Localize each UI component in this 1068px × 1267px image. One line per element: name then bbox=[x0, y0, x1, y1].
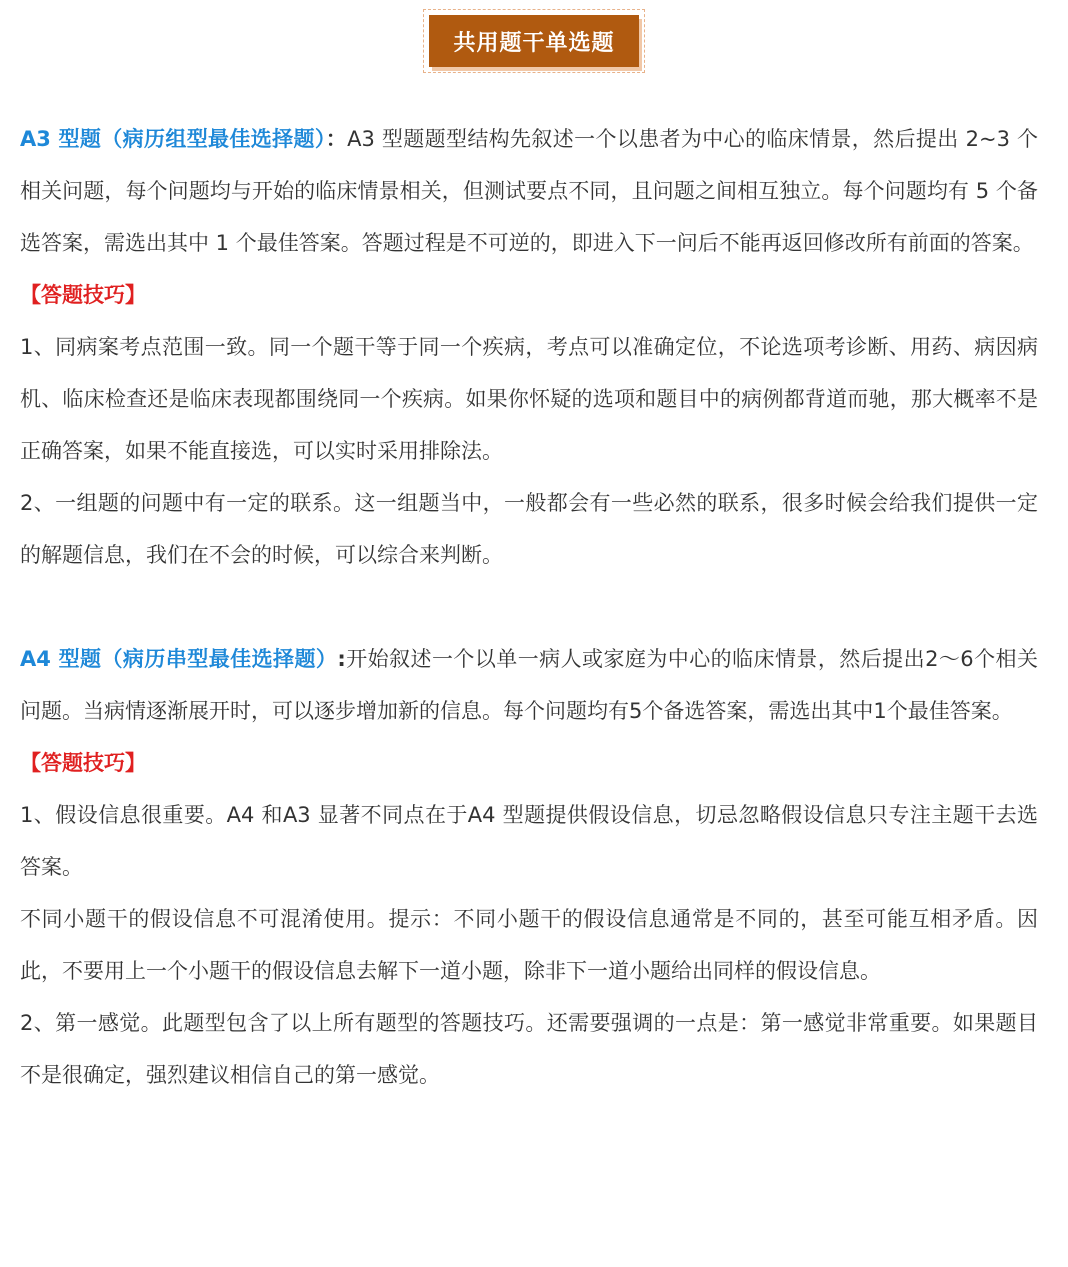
a4-tip-paragraph: 2、第一感觉。此题型包含了以上所有题型的答题技巧。还需要强调的一点是：第一感觉非常重要。如果题目不是很确定，强烈建议相信自己的第一感觉。 bbox=[20, 1011, 1038, 1087]
header-frame bbox=[423, 9, 645, 73]
a3-intro-text: A3 型题题型结构先叙述一个以患者为中心的临床情景，然后提出 2~3 个相关问题，每个问题均与开始的临床情景相关，但测试要点不同，且问题之间相互独立。每个问题均有 5 个备选答案，需选出其中 1 个最佳答案。答题过程是不可逆的，即进入下一问后不能再返回修改所有前面的答案。 bbox=[20, 127, 1038, 255]
a4-tips-label: 【答题技巧】 bbox=[20, 751, 146, 775]
header-box bbox=[429, 15, 639, 67]
a3-lead-heading: A3 型题（病历组型最佳选择题） bbox=[20, 127, 326, 151]
a4-tip-paragraph: 1、假设信息很重要。A4 和A3 显著不同点在于A4 型题提供假设信息，切忌忽略假设信息只专注主题干去选答案。 bbox=[20, 803, 1039, 879]
a3-lead-colon: ： bbox=[325, 127, 348, 151]
a4-lead-heading: A4 型题（病历串型最佳选择题） bbox=[20, 647, 338, 671]
a4-intro-paragraph bbox=[20, 633, 1038, 737]
a4-intro-text: 开始叙述一个以单一病人或家庭为中心的临床情景，然后提出2～6个相关问题。当病情逐渐展开时，可以逐步增加新的信息。每个问题均有5个备选答案，需选出其中1个最佳答案。 bbox=[20, 647, 1038, 723]
a3-tip-paragraph: 2、一组题的问题中有一定的联系。这一组题当中，一般都会有一些必然的联系，很多时候会给我们提供一定的解题信息，我们在不会的时候，可以综合来判断。 bbox=[20, 491, 1038, 567]
a4-tip-paragraph: 不同小题干的假设信息不可混淆使用。提示：不同小题干的假设信息通常是不同的，甚至可能互相矛盾。因此，不要用上一个小题干的假设信息去解下一道小题，除非下一道小题给出同样的假设信息。 bbox=[20, 907, 1038, 983]
page-title: 共用题干单选题 bbox=[453, 30, 615, 56]
a3-tip-paragraph: 1、同病案考点范围一致。同一个题干等于同一个疾病，考点可以准确定位，不论选项考诊断、用药、病因病机、临床检查还是临床表现都围绕同一个疾病。如果你怀疑的选项和题目中的病例都背道而驰，那大概率不是正确答案，如果不能直接选，可以实时采用排除法。 bbox=[20, 335, 1038, 463]
a3-intro-paragraph bbox=[20, 113, 1038, 269]
a4-lead-colon: : bbox=[337, 647, 346, 671]
header bbox=[0, 9, 1068, 73]
section-spacer bbox=[20, 581, 1038, 633]
a3-tips-label: 【答题技巧】 bbox=[20, 283, 146, 307]
article-body bbox=[20, 113, 1038, 1101]
